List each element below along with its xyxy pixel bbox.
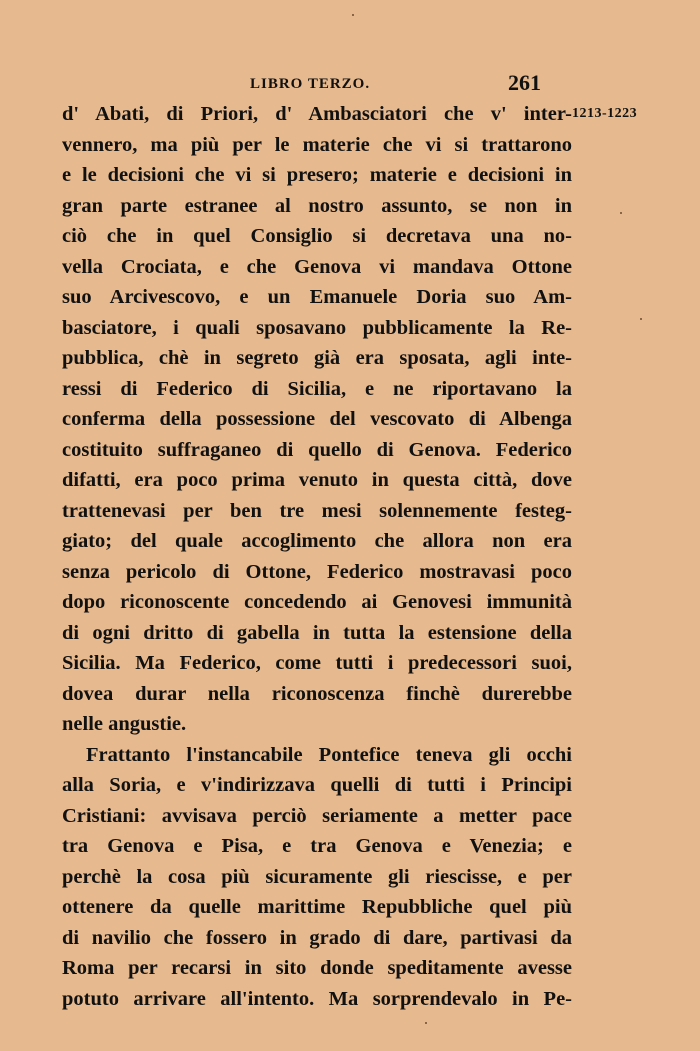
text-line: vennero, ma più per le materie che vi si trattarono (62, 133, 572, 156)
text-line: basciatore, i quali sposavano pubblicamente la Re- (62, 316, 572, 339)
text-line: potuto arrivare all'intento. Ma sorprendevalo in Pe- (62, 987, 572, 1010)
text-line: gran parte estranee al nostro assunto, se non in (62, 194, 572, 217)
page-number: 261 (508, 70, 541, 95)
text-line: d' Abati, di Priori, d' Ambasciatori che v' inter- (62, 103, 572, 125)
margin-date-note: 1213-1223 (572, 106, 638, 121)
text-line: vella Crociata, e che Genova vi mandava Ottone (62, 255, 572, 278)
text-line: costituito suffraganeo di quello di Genova. Federico (62, 438, 572, 461)
text-line: difatti, era poco prima venuto in questa città, dove (62, 469, 572, 491)
paper-speck (620, 212, 622, 214)
text-line: suo Arcivescovo, e un Emanuele Doria suo Am- (62, 286, 572, 308)
text-line: Sicilia. Ma Federico, come tutti i predecessori suoi, (62, 652, 572, 674)
paragraph (62, 99, 572, 740)
paper-speck (640, 318, 642, 320)
text-line: nelle angustie. (62, 713, 187, 735)
body-text (62, 99, 572, 1014)
text-line: di ogni dritto di gabella in tutta la estensione della (62, 621, 572, 644)
text-line: ottenere da quelle marittime Repubbliche quel più (62, 896, 572, 918)
text-line: dopo riconoscente concedendo ai Genovesi immunità (62, 591, 572, 613)
text-line: trattenevasi per ben tre mesi solennemente festeg- (62, 499, 572, 522)
text-line: giato; del quale accoglimento che allora non era (62, 530, 572, 552)
text-line: conferma della possessione del vescovato di Albenga (62, 408, 572, 430)
text-line: ressi di Federico di Sicilia, e ne riportavano la (62, 377, 572, 400)
running-head: LIBRO TERZO. (250, 76, 371, 92)
text-line: pubblica, chè in segreto già era sposata, agli inte- (62, 347, 572, 369)
text-line: e le decisioni che vi si presero; materie e decisioni in (62, 164, 572, 186)
text-line: dovea durar nella riconoscenza finchè durerebbe (62, 682, 572, 705)
text-line: perchè la cosa più sicuramente gli riescisse, e per (62, 865, 572, 888)
text-line: di navilio che fossero in grado di dare, partivasi da (62, 926, 572, 949)
paper-speck (425, 1022, 427, 1024)
text-line: alla Soria, e v'indirizzava quelli di tutti i Principi (62, 774, 572, 796)
text-line: Cristiani: avvisava perciò seriamente a metter pace (62, 804, 572, 827)
page-header (0, 70, 700, 100)
text-line: ciò che in quel Consiglio si decretava una no- (62, 225, 572, 247)
text-line: senza pericolo di Ottone, Federico mostravasi poco (62, 560, 572, 583)
text-line: Frattanto l'instancabile Pontefice teneva gli occhi (86, 743, 572, 766)
paper-speck (352, 14, 354, 16)
text-line: Roma per recarsi in sito donde speditamente avesse (62, 957, 572, 979)
text-line: tra Genova e Pisa, e tra Genova e Venezia; e (62, 835, 572, 857)
paragraph (62, 740, 572, 1015)
